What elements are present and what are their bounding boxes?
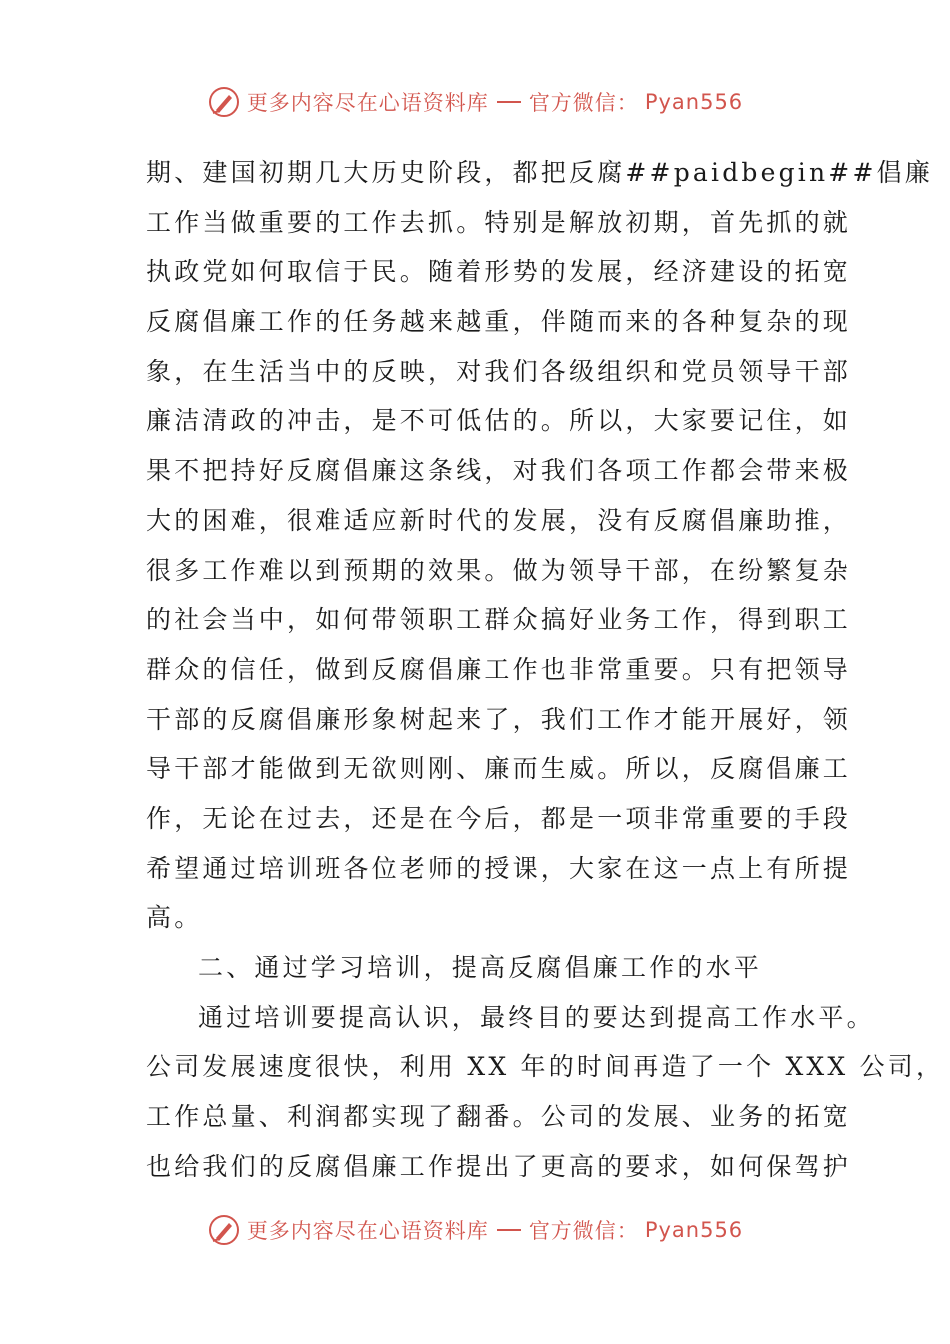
section-heading: 二、通过学习培训，提高反腐倡廉工作的水平: [198, 953, 763, 982]
body-line: 很多工作难以到预期的效果。做为领导干部，在纷繁复杂: [146, 555, 852, 585]
body-line: 希望通过培训班各位老师的授课，大家在这一点上有所提: [146, 853, 852, 883]
body-line: 果不把持好反腐倡廉这条线，对我们各项工作都会带来极: [146, 456, 852, 486]
body-line: 高。: [146, 903, 203, 933]
document-body: [146, 148, 945, 1191]
section-line: 通过培训要提高认识，最终目的要达到提高工作水平。: [198, 1002, 875, 1032]
body-line: 导干部才能做到无欲则刚、廉而生威。所以，反腐倡廉工: [146, 754, 852, 784]
body-line: 大的困难，很难适应新时代的发展，没有反腐倡廉助推，: [146, 505, 852, 535]
banner-site-text: 更多内容尽在心语资料库: [246, 91, 489, 115]
section-line: 工作总量、利润都实现了翻番。公司的发展、业务的拓宽: [146, 1102, 852, 1132]
banner-account-label: 官方微信：: [528, 1219, 639, 1243]
banner-site-text: 更多内容尽在心语资料库: [246, 1219, 489, 1243]
body-line: 期、建国初期几大历史阶段，都把反腐##paidbegin##倡廉: [146, 158, 933, 187]
banner-account-id: Pyan556: [644, 90, 744, 114]
header-banner: [0, 82, 950, 122]
section-line: 也给我们的反腐倡廉工作提出了更高的要求，如何保驾护: [146, 1151, 852, 1181]
body-line: 反腐倡廉工作的任务越来越重，伴随而来的各种复杂的现: [146, 307, 852, 337]
banner-divider: [497, 1229, 521, 1231]
pen-circle-icon: [207, 85, 241, 119]
footer-banner: [0, 1210, 950, 1250]
pen-circle-icon: [207, 1213, 241, 1247]
body-line: 廉洁清政的冲击，是不可低估的。所以，大家要记住，如: [146, 406, 852, 436]
section-line: 公司发展速度很快，利用 XX 年的时间再造了一个 XXX 公司，: [146, 1052, 945, 1082]
body-line: 作，无论在过去，还是在今后，都是一项非常重要的手段: [146, 803, 852, 833]
body-line: 干部的反腐倡廉形象树起来了，我们工作才能开展好，领: [146, 704, 852, 734]
banner-account-id: Pyan556: [644, 1218, 744, 1242]
body-line: 象，在生活当中的反映，对我们各级组织和党员领导干部: [146, 356, 852, 386]
banner-divider: [497, 101, 521, 103]
body-line: 工作当做重要的工作去抓。特别是解放初期，首先抓的就: [146, 207, 852, 237]
banner-account-label: 官方微信：: [528, 91, 639, 115]
body-line: 执政党如何取信于民。随着形势的发展，经济建设的拓宽: [146, 257, 852, 287]
body-line: 群众的信任，做到反腐倡廉工作也非常重要。只有把领导: [146, 654, 852, 684]
body-line: 的社会当中，如何带领职工群众搞好业务工作，得到职工: [146, 605, 852, 635]
